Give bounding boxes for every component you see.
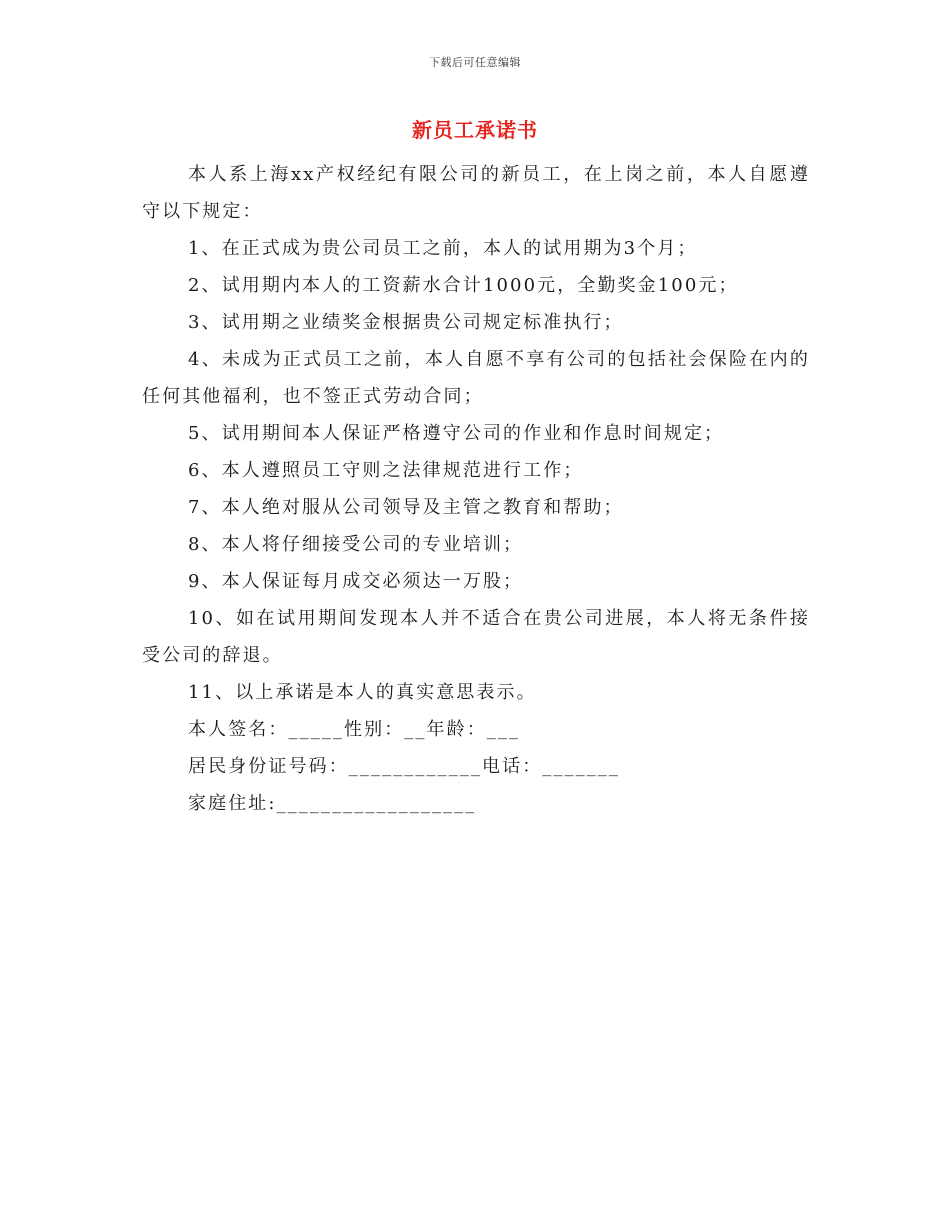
signature-line: 本人签名：_____性别：__年龄：___ <box>188 719 521 740</box>
rule-item-1: 1、在正式成为贵公司员工之前，本人的试用期为3个月； <box>188 238 698 259</box>
rule-item-4: 4、未成为正式员工之前，本人自愿不享有公司的包括社会保险在内的任何其他福利，也不签正式劳动合同； <box>142 349 810 407</box>
rule-item-7: 7、本人绝对服从公司领导及主管之教育和帮助； <box>188 497 624 518</box>
intro-paragraph: 本人系上海xx产权经纪有限公司的新员工，在上岗之前，本人自愿遵守以下规定： <box>142 164 810 222</box>
address-line: 家庭住址:__________________ <box>188 793 477 814</box>
rule-item-3: 3、试用期之业绩奖金根据贵公司规定标准执行； <box>188 312 624 333</box>
document-title: 新员工承诺书 <box>412 118 538 142</box>
rule-item-2: 2、试用期内本人的工资薪水合计1000元，全勤奖金100元； <box>188 275 739 296</box>
rule-item-6: 6、本人遵照员工守则之法律规范进行工作； <box>188 460 584 481</box>
page-header-note: 下载后可任意编辑 <box>429 56 521 69</box>
rule-item-5: 5、试用期间本人保证严格遵守公司的作业和作息时间规定； <box>188 423 725 444</box>
rule-item-9: 9、本人保证每月成交必须达一万股； <box>188 571 524 592</box>
rule-item-10: 10、如在试用期间发现本人并不适合在贵公司进展，本人将无条件接受公司的辞退。 <box>142 608 810 666</box>
document-body <box>142 156 810 822</box>
id-phone-line: 居民身份证号码：____________电话：_______ <box>188 756 620 777</box>
rule-item-11: 11、以上承诺是本人的真实意思表示。 <box>188 682 537 703</box>
rule-item-8: 8、本人将仔细接受公司的专业培训； <box>188 534 524 555</box>
